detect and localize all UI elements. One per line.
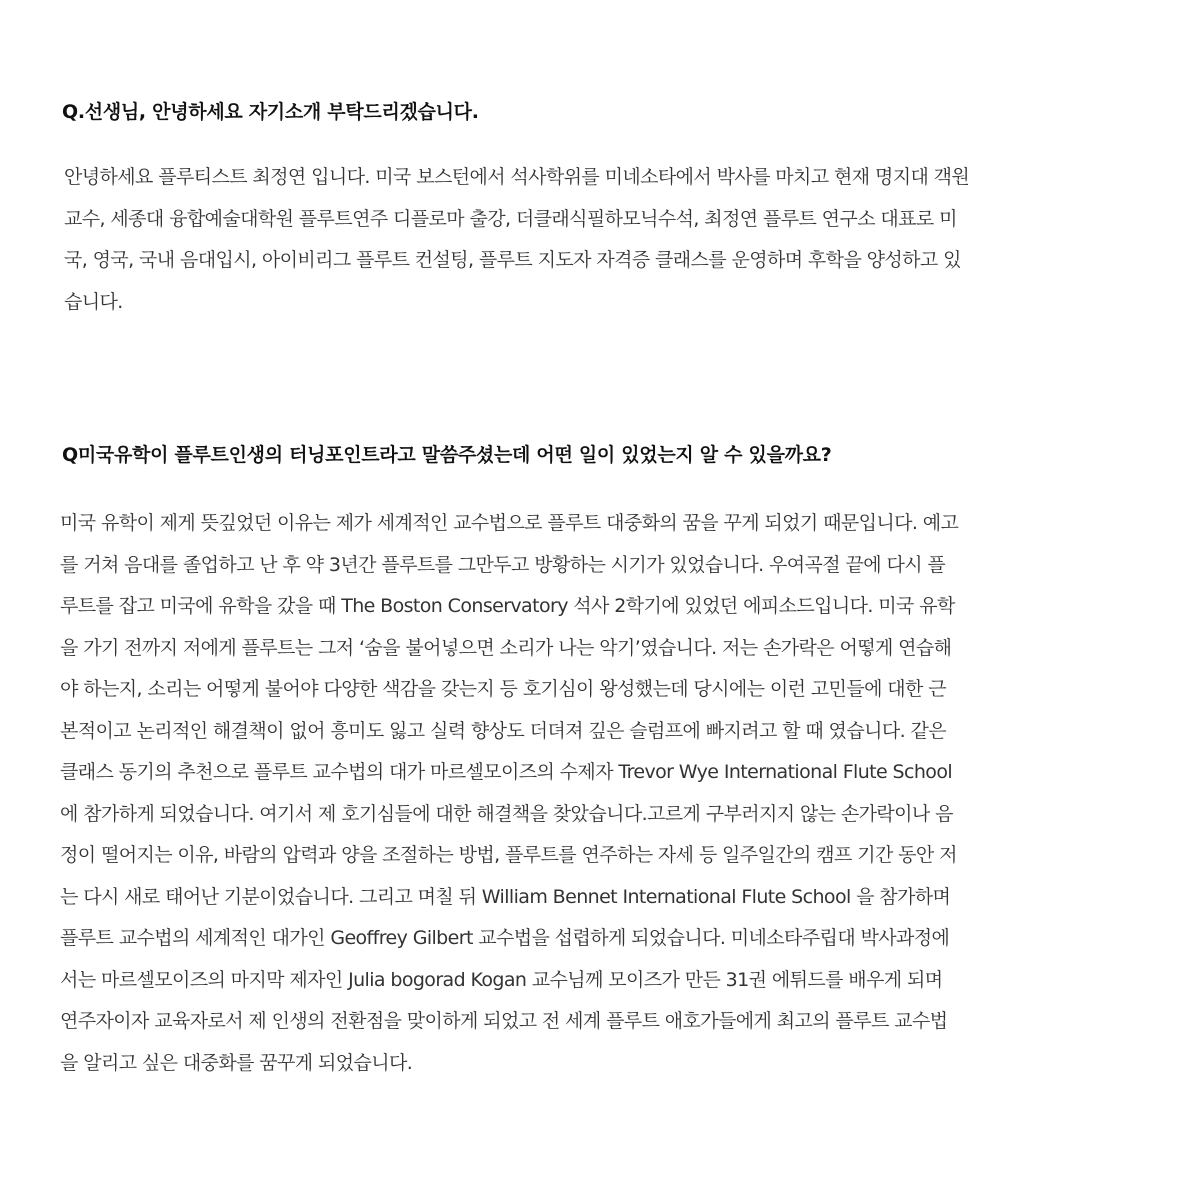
answer-line: 을 알리고 싶은 대중화를 꿈꾸게 되었습니다. <box>60 1051 413 1074</box>
answer-line: 연주자이자 교육자로서 제 인생의 전환점을 맞이하게 되었고 전 세계 플루트 애호가들에게 최고의 플루트 교수법 <box>60 1010 948 1032</box>
answer-line: 습니다. <box>64 290 123 313</box>
answer-line: 클래스 동기의 추천으로 플루트 교수법의 대가 마르셀모이즈의 수제자 Trevor Wye International Flute School <box>60 761 953 783</box>
answer-line: 서는 마르셀모이즈의 마지막 제자인 Julia bogorad Kogan 교수님께 모이즈가 만든 31권 에튀드를 배우게 되며 <box>60 968 943 991</box>
answer-line: 에 참가하게 되었습니다. 여기서 제 호기심들에 대한 해결책을 찾았습니다.고르게 구부러지지 않는 손가락이나 음 <box>60 802 953 825</box>
answer-line: 본적이고 논리적인 해결책이 없어 흥미도 잃고 실력 향상도 더뎌져 깊은 슬럼프에 빠지려고 할 때 였습니다. 같은 <box>60 719 946 742</box>
answer-paragraph <box>64 157 1144 323</box>
answer-line: 야 하는지, 소리는 어떻게 불어야 다양한 색감을 갖는지 등 호기심이 왕성했는데 당시에는 이런 고민들에 대한 근 <box>60 678 946 700</box>
answer-line: 루트를 잡고 미국에 유학을 갔을 때 The Boston Conservatory 석사 2학기에 있었던 에피소드입니다. 미국 유학 <box>60 595 955 617</box>
answer-paragraph <box>60 503 1144 1084</box>
question-heading: Q.선생님, 안녕하세요 자기소개 부탁드리겠습니다. <box>62 101 479 123</box>
answer-line: 를 거쳐 음대를 졸업하고 난 후 약 3년간 플루트를 그만두고 방황하는 시기가 있었습니다. 우여곡절 끝에 다시 플 <box>60 553 946 576</box>
answer-line: 을 가기 전까지 저에게 플루트는 그저 ‘숨을 불어넣으면 소리가 나는 악기’였습니다. 저는 손가락은 어떻게 연습해 <box>60 636 952 659</box>
answer-line: 플루트 교수법의 세계적인 대가인 Geoffrey Gilbert 교수법을 섭렵하게 되었습니다. 미네소타주립대 박사과정에 <box>60 927 950 949</box>
answer-line: 미국 유학이 제게 뜻깊었던 이유는 제가 세계적인 교수법으로 플루트 대중화의 꿈을 꾸게 되었기 때문입니다. 예고 <box>60 512 959 534</box>
question-heading: Q미국유학이 플루트인생의 터닝포인트라고 말씀주셨는데 어떤 일이 있었는지 알 수 있을까요? <box>62 444 832 466</box>
answer-line: 교수, 세종대 융합예술대학원 플루트연주 디플로마 출강, 더클래식필하모닉수석, 최정연 플루트 연구소 대표로 미 <box>64 207 957 230</box>
answer-line: 는 다시 새로 태어난 기분이었습니다. 그리고 며칠 뒤 William Bennet International Flute School 을 참가하며 <box>60 885 951 908</box>
answer-line: 국, 영국, 국내 음대입시, 아이비리그 플루트 컨설팅, 플루트 지도자 자격증 클래스를 운영하며 후학을 양성하고 있 <box>64 249 961 271</box>
answer-line: 안녕하세요 플루티스트 최정연 입니다. 미국 보스턴에서 석사학위를 미네소타에서 박사를 마치고 현재 명지대 객원 <box>64 166 970 188</box>
answer-line: 정이 떨어지는 이유, 바람의 압력과 양을 조절하는 방법, 플루트를 연주하는 자세 등 일주일간의 캠프 기간 동안 저 <box>60 844 957 866</box>
